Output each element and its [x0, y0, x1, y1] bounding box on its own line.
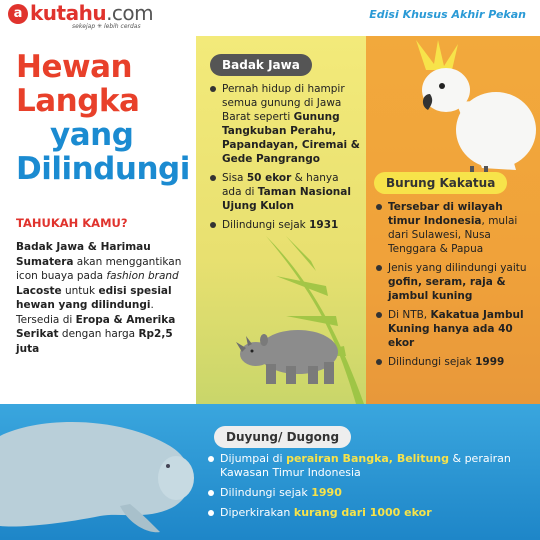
- badak-facts: [210, 82, 360, 237]
- kakatua-fact-4-text: Dilindungi sejak: [388, 356, 476, 368]
- rhino-illustration: [236, 318, 346, 388]
- dugong-fact-2: [208, 486, 534, 500]
- logo-domain: .com: [106, 1, 154, 25]
- intro-paragraph: [16, 240, 192, 356]
- logo[interactable]: [8, 2, 178, 32]
- dugong-fact-2-bold: 1990: [311, 486, 342, 499]
- kakatua-facts: [376, 200, 536, 374]
- badak-fact-2-b: & hanya ada di: [222, 172, 339, 198]
- badak-label: Badak Jawa: [210, 54, 312, 76]
- kakatua-fact-2: [376, 261, 536, 303]
- badak-fact-2-a: Sisa: [222, 172, 247, 184]
- dugong-panel: [0, 404, 540, 540]
- badak-fact-3: [210, 218, 360, 232]
- kakatua-fact-3-text: Di NTB,: [388, 309, 431, 321]
- badak-fact-3-text: Dilindungi sejak: [222, 219, 310, 231]
- kakatua-fact-4: [376, 355, 536, 369]
- kakatua-fact-1-text: , mulai dari Sulawesi, Nusa Tenggara & Papua: [388, 215, 518, 255]
- dugong-label: Duyung/ Dugong: [214, 426, 351, 448]
- dugong-fact-1-bold: perairan Bangka, Belitung: [286, 452, 449, 465]
- badak-fact-3-bold: 1931: [309, 219, 339, 231]
- dugong-fact-1: [208, 452, 534, 480]
- cockatoo-illustration: [386, 40, 536, 180]
- dugong-fact-2-text: Dilindungi sejak: [220, 486, 312, 499]
- kakatua-panel: [366, 36, 540, 404]
- title-line-4: Dilindungi: [16, 151, 190, 187]
- did-you-know-heading: TAHUKAH KAMU?: [16, 216, 128, 230]
- dugong-illustration: [0, 416, 200, 536]
- intro-bold-10: Rp2,5 juta: [16, 328, 173, 355]
- badak-panel: [196, 36, 366, 404]
- kakatua-fact-2-bold: gofin, seram, raja & jambul kuning: [388, 276, 506, 302]
- intro-italic-3: fashion brand: [106, 270, 179, 282]
- dugong-fact-1-text: Dijumpai di: [220, 452, 287, 465]
- dugong-fact-3-bold: kurang dari 1000 ekor: [293, 506, 432, 519]
- kakatua-fact-1-bold: Tersebar di wilayah timur Indonesia: [388, 201, 503, 227]
- badak-fact-2: [210, 171, 360, 213]
- dugong-fact-3: [208, 506, 534, 520]
- intro-bold-8: Eropa & Amerika Serikat: [16, 313, 176, 340]
- logo-tagline: sekejap ✳ lebih cerdas: [72, 23, 141, 30]
- badak-fact-1-bold: Gunung Tangkuban Perahu, Papandayan, Ciremai & Gede Pangrango: [222, 111, 360, 165]
- logo-name: [30, 1, 153, 25]
- intro-bold-6: edisi spesial hewan yang dilindungi: [16, 284, 172, 311]
- logo-name-text: kutahu: [30, 1, 107, 25]
- badak-fact-1-text: Pernah hidup di hampir semua gunung di Jawa Barat seperti: [222, 83, 345, 123]
- title-line-2: Langka: [16, 83, 140, 119]
- kakatua-fact-2-text: Jenis yang dilindungi yaitu: [388, 262, 527, 274]
- intro-text-2: akan menggantikan icon buaya pada: [16, 255, 182, 282]
- badak-fact-2-bold-1: 50 ekor: [246, 172, 292, 184]
- badak-fact-2-bold-2: Taman Nasional Ujung Kulon: [222, 186, 351, 212]
- kakatua-label: Burung Kakatua: [374, 172, 507, 194]
- dugong-fact-1-rest: & perairan Kawasan Timur Indonesia: [220, 452, 511, 479]
- kakatua-fact-1: [376, 200, 536, 256]
- title-line-3: yang: [50, 117, 134, 153]
- dugong-fact-3-text: Diperkirakan: [220, 506, 294, 519]
- left-panel: [0, 36, 196, 404]
- kakatua-fact-3-bold: Kakatua Jambul Kuning hanya ada 40 ekor: [388, 309, 524, 349]
- header: [0, 0, 540, 36]
- intro-text-7: . Tersedia di: [16, 299, 154, 326]
- intro-text-9: dengan harga: [58, 328, 139, 340]
- title-line-1: Hewan: [16, 49, 133, 85]
- intro-bold-1: Badak Jawa & Harimau Sumatera: [16, 241, 151, 268]
- edition-label: Edisi Khusus Akhir Pekan: [369, 8, 526, 21]
- badak-fact-1: [210, 82, 360, 166]
- kakatua-fact-4-bold: 1999: [475, 356, 505, 368]
- dugong-facts: [208, 452, 534, 526]
- logo-badge: a: [8, 4, 28, 24]
- intro-bold-4: Lacoste: [16, 284, 62, 297]
- kakatua-fact-3: [376, 308, 536, 350]
- intro-text-5: untuk: [61, 284, 99, 297]
